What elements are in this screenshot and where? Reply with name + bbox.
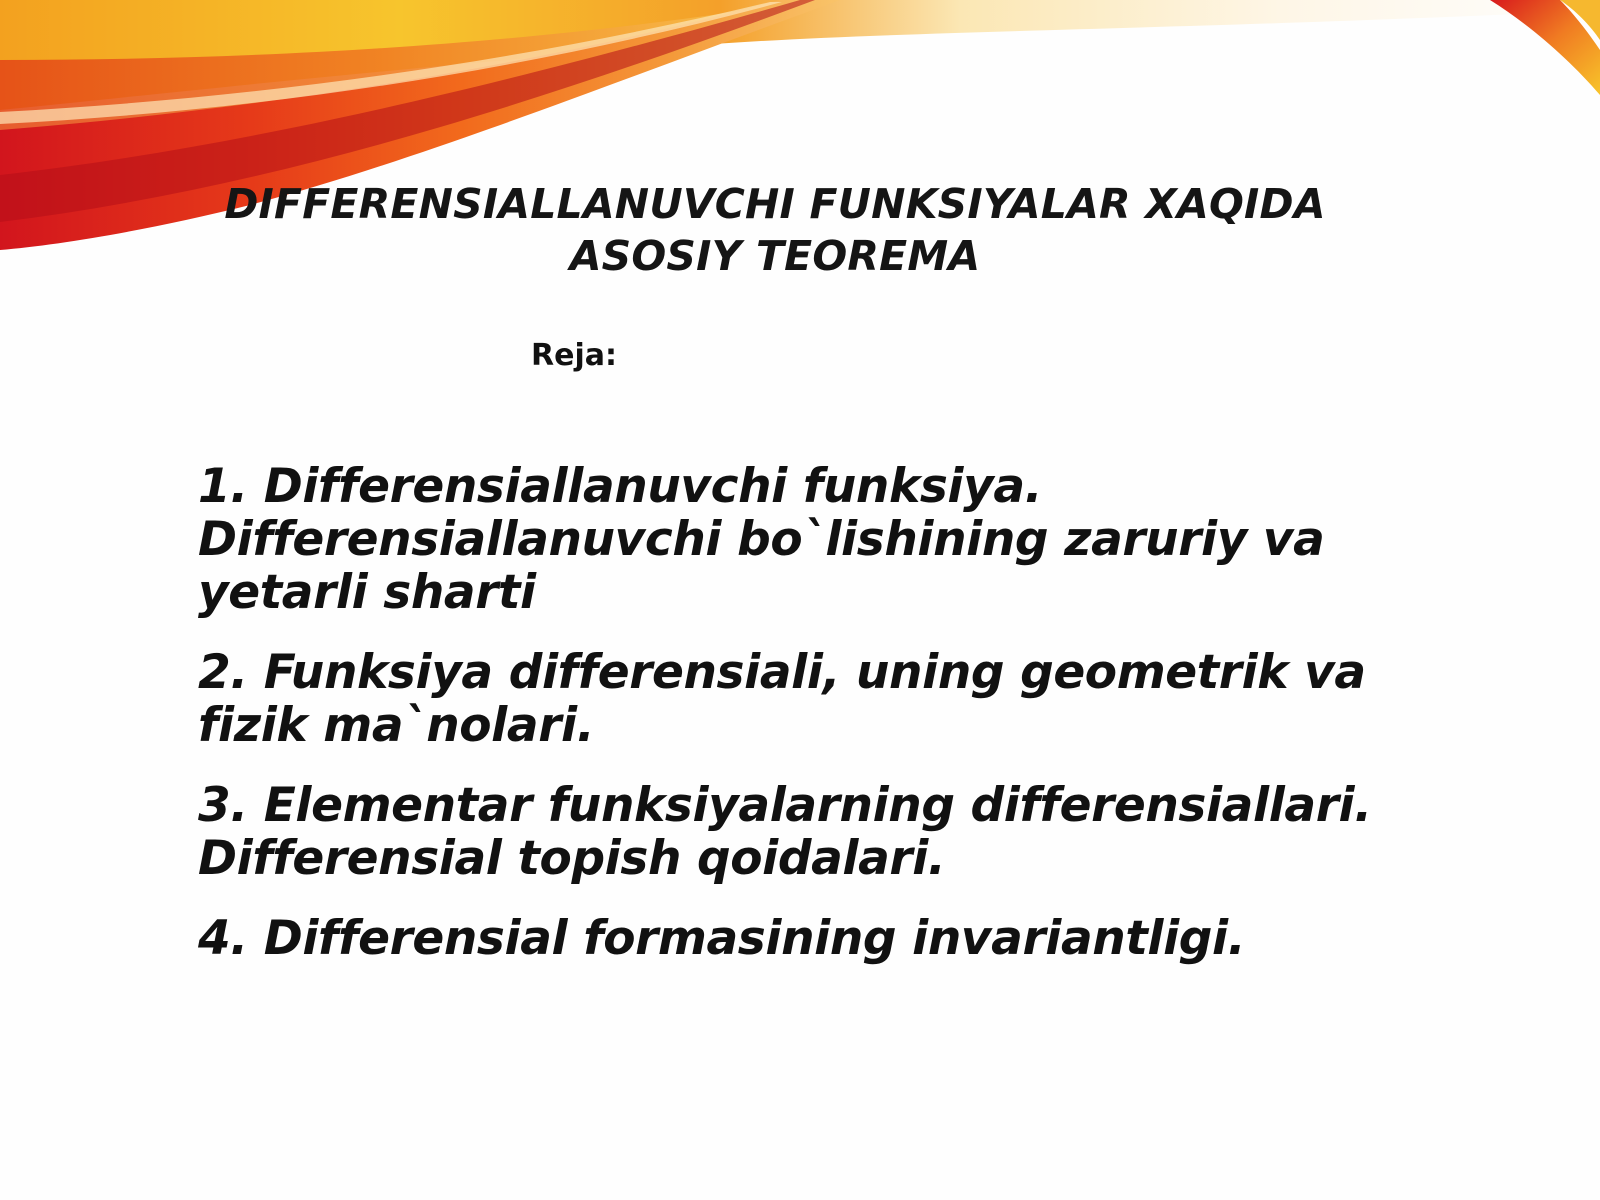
- plan-item-3: 3. Elementar funksiyalarning differensiallari. Differensial topish qoidalari.: [198, 778, 1372, 886]
- plan-list: [198, 460, 1488, 992]
- plan-item-4: 4. Differensial formasining invariantligi.: [198, 911, 1246, 966]
- plan-item-1: 1. Differensiallanuvchi funksiya. Differensiallanuvchi bo`lishining zaruriy va yetarli sharti: [198, 459, 1325, 620]
- plan-item-2: 2. Funksiya differensiali, uning geometrik va fizik ma`nolari.: [198, 645, 1366, 753]
- slide-title: DIFFERENSIALLANUVCHI FUNKSIYALAR XAQIDA ASOSIY TEOREMA: [224, 180, 1326, 280]
- plan-label: Reja:: [531, 338, 617, 373]
